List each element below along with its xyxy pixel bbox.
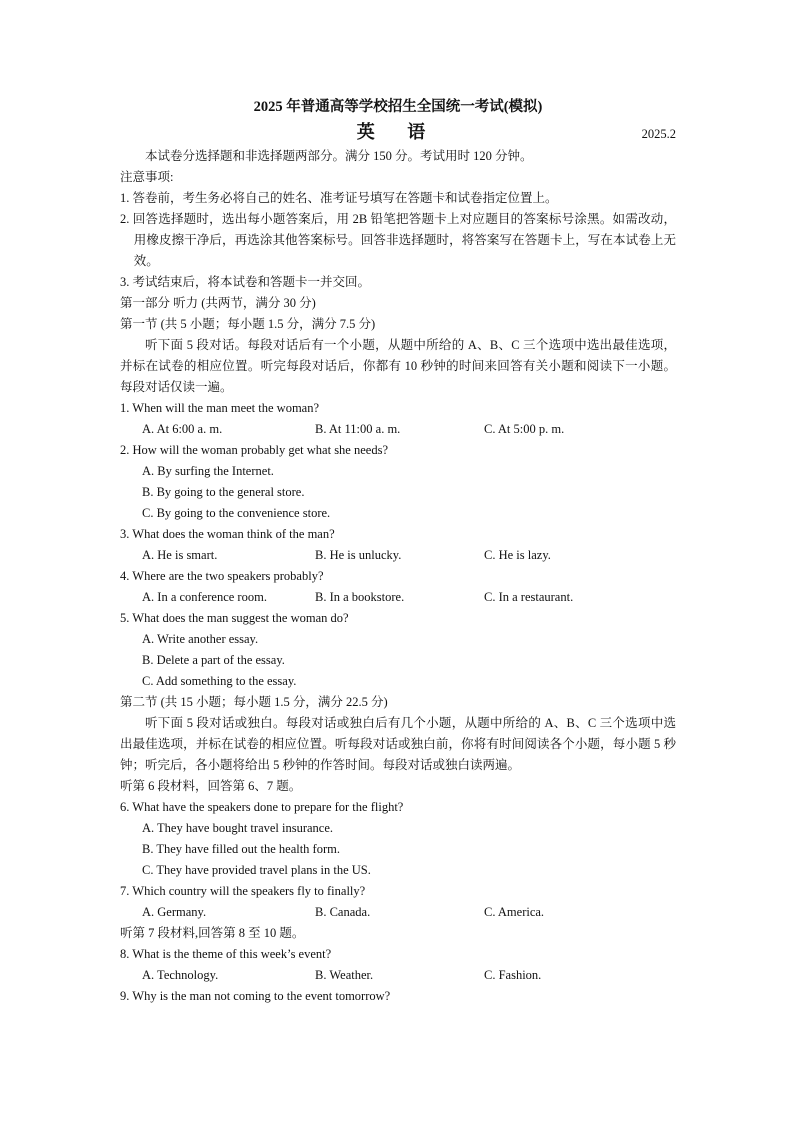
option-a: A. At 6:00 a. m.	[142, 422, 223, 436]
subject-title: 英 语	[356, 122, 440, 142]
option-b: B. He is unlucky.	[315, 548, 402, 562]
option-a: A. By surfing the Internet.	[142, 464, 274, 478]
option-c: C. By going to the convenience store.	[142, 506, 331, 520]
question-2: 2. How will the woman probably get what she needs?	[120, 443, 388, 457]
option-c: C. America.	[484, 905, 545, 919]
part1-heading: 第一部分 听力 (共两节，满分 30 分)	[120, 296, 316, 310]
exam-date: 2025.2	[641, 127, 676, 141]
section2-instructions: 听下面 5 段对话或独白。每段对话或独白后有几个小题，从题中所给的 A、B、C 三个选项中选出最佳选项，并标在试卷的相应位置。听每段对话或独白前，你将有时间阅读各个小题，每小题 5 秒钟；听完后，各小题将给出 5 秒钟的作答时间。每段对话或独白读两遍。	[120, 716, 676, 772]
section1-instructions: 听下面 5 段对话。每段对话后有一个小题，从题中所给的 A、B、C 三个选项中选出最佳选项，并标在试卷的相应位置。听完每段对话后，你都有 10 秒钟的时间来回答有关小题和阅读下一小题。每段对话仅读一遍。	[120, 338, 676, 394]
option-b: B. At 11:00 a. m.	[315, 422, 401, 436]
option-a: A. Write another essay.	[142, 632, 259, 646]
question-5: 5. What does the man suggest the woman do?	[120, 611, 349, 625]
option-a: A. They have bought travel insurance.	[142, 821, 334, 835]
notice-item: 3. 考试结束后，将本试卷和答题卡一并交回。	[120, 275, 371, 289]
material-7-note: 听第 7 段材料,回答第 8 至 10 题。	[120, 926, 305, 940]
option-a: A. He is smart.	[142, 548, 218, 562]
option-b: B. They have filled out the health form.	[142, 842, 340, 856]
option-a: A. In a conference room.	[142, 590, 267, 604]
question-8-options	[120, 965, 676, 986]
question-4-options	[120, 587, 676, 608]
section1-heading: 第一节 (共 5 小题；每小题 1.5 分，满分 7.5 分)	[120, 317, 376, 331]
option-b: B. Canada.	[315, 905, 371, 919]
question-7: 7. Which country will the speakers fly to finally?	[120, 884, 366, 898]
question-3-options	[120, 545, 676, 566]
option-b: B. By going to the general store.	[142, 485, 305, 499]
section2-heading: 第二节 (共 15 小题；每小题 1.5 分，满分 22.5 分)	[120, 695, 388, 709]
option-b: B. Weather.	[315, 968, 374, 982]
question-3: 3. What does the woman think of the man?	[120, 527, 335, 541]
option-c: C. They have provided travel plans in the US.	[142, 863, 371, 877]
question-4: 4. Where are the two speakers probably?	[120, 569, 324, 583]
option-a: A. Technology.	[142, 968, 219, 982]
option-c: C. In a restaurant.	[484, 590, 574, 604]
question-1: 1. When will the man meet the woman?	[120, 401, 320, 415]
notice-item: 2. 回答选择题时，选出每小题答案后，用 2B 铅笔把答题卡上对应题目的答案标号涂黑。如需改动，用橡皮擦干净后，再选涂其他答案标号。回答非选择题时，将答案写在答题卡上，写在本试卷上无效。	[120, 212, 676, 268]
exam-page	[120, 96, 676, 1007]
question-1-options	[120, 419, 676, 440]
question-9: 9. Why is the man not coming to the event tomorrow?	[120, 989, 391, 1003]
question-6: 6. What have the speakers done to prepare for the flight?	[120, 800, 404, 814]
notice-heading: 注意事项:	[120, 170, 174, 184]
material-6-note: 听第 6 段材料，回答第 6、7 题。	[120, 779, 302, 793]
subject-row	[120, 118, 676, 146]
question-7-options	[120, 902, 676, 923]
notice-item: 1. 答卷前，考生务必将自己的姓名、准考证号填写在答题卡和试卷指定位置上。	[120, 191, 558, 205]
option-a: A. Germany.	[142, 905, 207, 919]
option-c: C. Fashion.	[484, 968, 542, 982]
exam-title: 2025 年普通高等学校招生全国统一考试(模拟)	[253, 99, 543, 115]
option-b: B. In a bookstore.	[315, 590, 405, 604]
option-c: C. Add something to the essay.	[142, 674, 297, 688]
option-c: C. He is lazy.	[484, 548, 551, 562]
option-b: B. Delete a part of the essay.	[142, 653, 285, 667]
question-8: 8. What is the theme of this week’s event?	[120, 947, 332, 961]
option-c: C. At 5:00 p. m.	[484, 422, 565, 436]
intro-text: 本试卷分选择题和非选择题两部分。满分 150 分。考试用时 120 分钟。	[145, 149, 533, 163]
